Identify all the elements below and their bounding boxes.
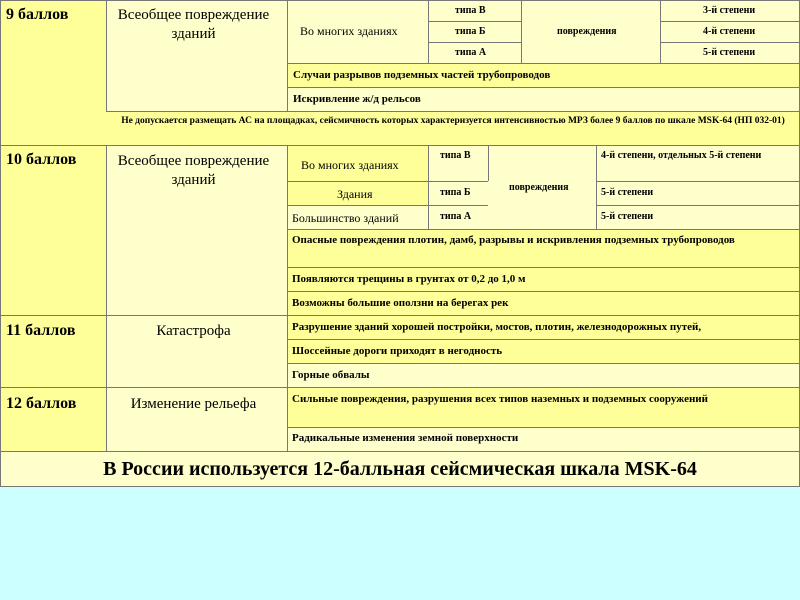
degree-9-1: 3-й степени: [703, 5, 756, 16]
category-10: Всеобщее повреждение зданий: [117, 153, 270, 188]
type-10-b: типа Б: [440, 187, 471, 198]
score-10: 10 баллов: [6, 151, 77, 168]
effect-12-1: Сильные повреждения, разрушения всех типов наземных и подземных сооружений: [292, 393, 708, 405]
buildings-10-3: Большинство зданий: [292, 211, 399, 225]
type-9-v: типа В: [455, 5, 486, 16]
effect-12-2: Радикальные изменения земной поверхности: [292, 432, 519, 444]
score-9: 9 баллов: [6, 6, 69, 23]
damage-10: повреждения: [509, 182, 569, 193]
score-12: 12 баллов: [6, 395, 77, 412]
type-10-v: типа В: [440, 150, 471, 161]
category-11: Катастрофа: [156, 323, 231, 339]
effect-10-2: Появляются трещины в грунтах от 0,2 до 1,0 м: [292, 273, 526, 285]
buildings-9: Во многих зданиях: [300, 24, 398, 38]
category-12: Изменение рельефа: [130, 396, 257, 412]
type-10-a: типа А: [440, 211, 472, 222]
score-11: 11 баллов: [6, 322, 76, 339]
category-9: Всеобщее повреждение зданий: [117, 7, 270, 42]
effect-10-3: Возможны большие оползни на берегах рек: [292, 297, 509, 309]
type-9-a: типа А: [455, 47, 487, 58]
effect-9-2: Искривление ж/д рельсов: [293, 93, 421, 105]
effect-11-3: Горные обвалы: [292, 369, 370, 381]
damage-9: повреждения: [557, 26, 617, 37]
degree-10-2: 5-й степени: [601, 187, 654, 198]
footer-note: В России используется 12-балльная сейсмическая шкала MSK-64: [103, 458, 697, 480]
note-9: Не допускается размещать АС на площадках, сейсмичность которых характеризуется интенсивностью МРЗ более 9 баллов по шкале MSK-64 (НП 032-01): [121, 116, 785, 126]
degree-10-3: 5-й степени: [601, 211, 654, 222]
buildings-10-1: Во многих зданиях: [301, 158, 399, 172]
type-9-b: типа Б: [455, 26, 486, 37]
degree-9-2: 4-й степени: [703, 26, 756, 37]
effect-11-1: Разрушение зданий хорошей постройки, мостов, плотин, железнодорожных путей,: [292, 321, 702, 333]
effect-9-1: Случаи разрывов подземных частей трубопроводов: [293, 69, 551, 81]
degree-9-3: 5-й степени: [703, 47, 756, 58]
degree-10-1: 4-й степени, отдельных 5-й степени: [601, 150, 762, 161]
effect-11-2: Шоссейные дороги приходят в негодность: [292, 345, 503, 357]
effect-10-1: Опасные повреждения плотин, дамб, разрывы и искривления подземных трубопроводов: [292, 234, 735, 246]
buildings-10-2: Здания: [337, 187, 373, 201]
